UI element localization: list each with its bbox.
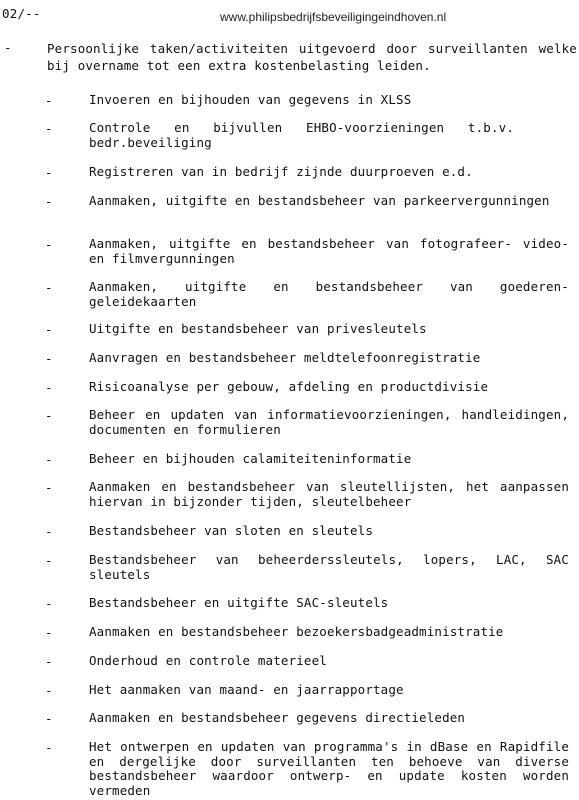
list-dash: - <box>45 93 53 108</box>
list-dash: - <box>45 380 53 395</box>
list-item-text: Controle en bijvullen EHBO-voorzieningen t.b.v. bedr.beveiliging <box>89 120 514 150</box>
list-dash: - <box>45 452 53 467</box>
list-item-text: Registreren van in bedrijf zijnde duurproeven e.d. <box>89 164 473 179</box>
list-item-text: Het aanmaken van maand- en jaarrapportage <box>89 682 404 697</box>
list-dash: - <box>45 480 53 495</box>
list-item-text: Bestandsbeheer van beheerderssleutels, lopers, LAC, SAC sleutels <box>89 552 569 582</box>
list-item-text: Aanmaken, uitgifte en bestandsbeheer van goederen- geleidekaarten <box>89 279 569 309</box>
list-item-text: Beheer en updaten van informatievoorzieningen, handleidingen, documenten en formulieren <box>89 407 569 437</box>
list-dash: - <box>45 408 53 423</box>
list-item-text: Beheer en bijhouden calamiteiteninformatie <box>89 451 412 466</box>
list-dash: - <box>45 625 53 640</box>
list-dash: - <box>45 351 53 366</box>
list-item-text: Uitgifte en bestandsbeheer van privesleutels <box>89 321 427 336</box>
list-item-text: Aanmaken en bestandsbeheer van sleutellijsten, het aanpassen hiervan in bijzonder tijden, sleutelbeheer <box>89 479 569 509</box>
list-dash: - <box>45 683 53 698</box>
list-item-text: Aanvragen en bestandsbeheer meldtelefoonregistratie <box>89 350 481 365</box>
intro-bullet: - <box>4 40 12 55</box>
list-item-text: Aanmaken, uitgifte en bestandsbeheer van fotografeer- video- en filmvergunningen <box>89 236 569 266</box>
list-item-text: Aanmaken en bestandsbeheer gegevens directieleden <box>89 710 466 725</box>
list-dash: - <box>45 165 53 180</box>
list-dash: - <box>45 711 53 726</box>
list-dash: - <box>45 280 53 295</box>
list-item-text: Aanmaken en bestandsbeheer bezoekersbadgeadministratie <box>89 624 504 639</box>
list-item-text: Bestandsbeheer van sloten en sleutels <box>89 523 373 538</box>
list-dash: - <box>45 524 53 539</box>
list-item-text: Risicoanalyse per gebouw, afdeling en productdivisie <box>89 379 489 394</box>
intro-text: Persoonlijke taken/activiteiten uitgevoerd door surveillanten welke bij overname tot een extra kostenbelasting leiden. <box>47 41 577 73</box>
list-dash: - <box>45 654 53 669</box>
list-dash: - <box>45 237 53 252</box>
list-dash: - <box>45 121 53 136</box>
list-item-text: Bestandsbeheer en uitgifte SAC-sleutels <box>89 595 389 610</box>
list-dash: - <box>45 194 53 209</box>
list-item-text: Het ontwerpen en updaten van programma's in dBase en Rapidfile en dergelijke door surveillanten ten behoeve van diverse bestandsbeheer waardoor ontwerp- en update kosten worden vermeden <box>89 739 569 798</box>
list-item-text: Aanmaken, uitgifte en bestandsbeheer van parkeervergunningen <box>89 193 550 208</box>
list-dash: - <box>45 596 53 611</box>
list-item-text: Onderhoud en controle materieel <box>89 653 327 668</box>
list-dash: - <box>45 740 53 755</box>
website-url: www.philipsbedrijfsbeveiligingeindhoven.nl <box>220 10 447 24</box>
list-dash: - <box>45 553 53 568</box>
list-item-text: Invoeren en bijhouden van gegevens in XLSS <box>89 92 412 107</box>
list-dash: - <box>45 322 53 337</box>
page-number: 02/-- <box>2 6 41 21</box>
